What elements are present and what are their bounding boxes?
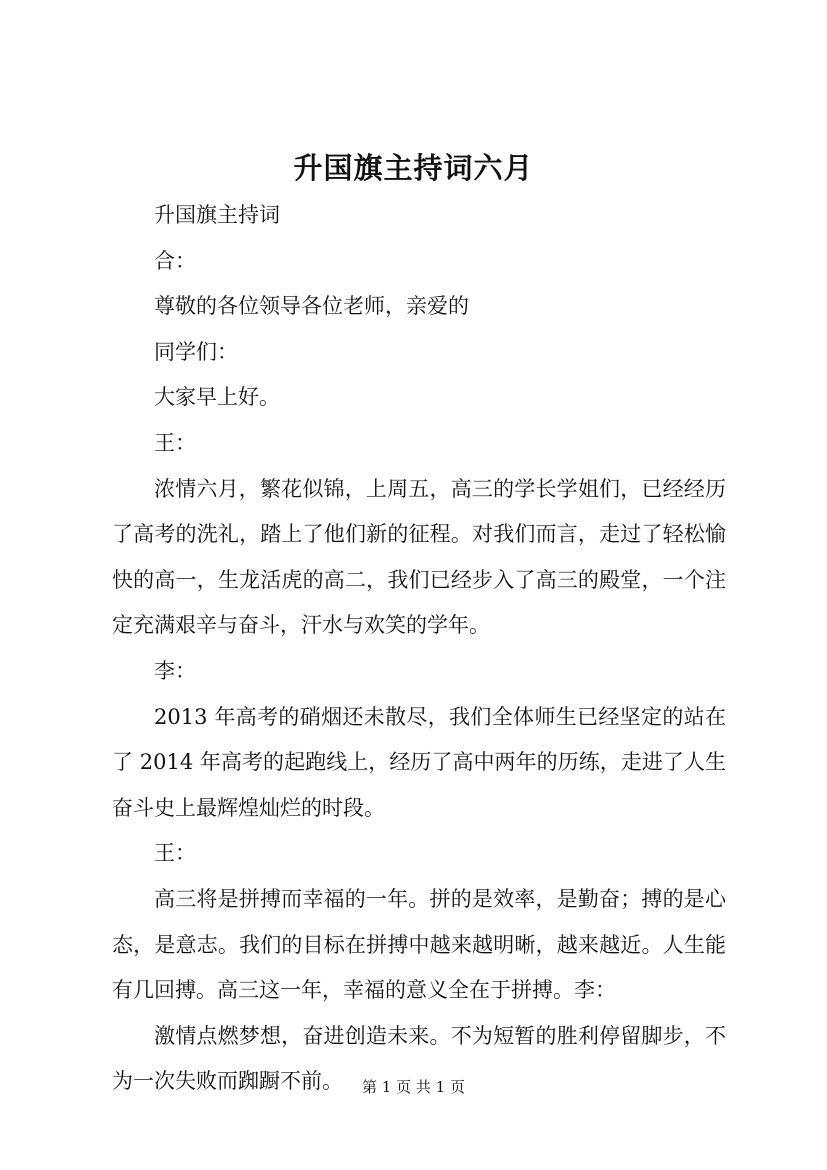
paragraph-7: 浓情六月，繁花似锦，上周五，高三的学长学姐们，已经经历了高考的洗礼，踏上了他们新的征程。对我们而言，走过了轻松愉快的高一，生龙活虎的高二，我们已经步入了高三的殿堂，一个注定充满艰辛与奋斗，汗水与欢笑的学年。 [112,476,726,638]
paragraph-12: 激情点燃梦想，奋进创造未来。不为短暂的胜利停留脚步，不为一次失败而踟蹰不前。 [112,1023,726,1094]
paragraph-2: 合： [154,248,196,273]
paragraph-4: 同学们： [154,339,238,364]
paragraph-3: 尊敬的各位领导各位老师，亲爱的 [154,294,469,319]
paragraph-9: 2013 年高考的硝烟还未散尽，我们全体师生已经坚定的站在了 2014 年高考的起跑线上，经历了高中两年的历练，走进了人生奋斗史上最辉煌灿烂的时段。 [112,704,726,820]
paragraph-8: 李： [154,658,196,683]
paragraph-1: 升国旗主持词 [154,203,280,227]
paragraph-5: 大家早上好。 [154,385,280,410]
paragraph-6: 王： [154,430,196,455]
paragraph-10: 王： [154,841,196,866]
paragraph-11: 高三将是拼搏而幸福的一年。拼的是效率，是勤奋；搏的是心态，是意志。我们的目标在拼搏中越来越明晰，越来越近。人生能有几回搏。高三这一年，幸福的意义全在于拼搏。李： [112,886,726,1003]
document-body [112,193,726,1105]
document-title: 升国旗主持词六月 [293,151,534,185]
page-footer: 第 1 页 共 1 页 [362,1078,465,1096]
